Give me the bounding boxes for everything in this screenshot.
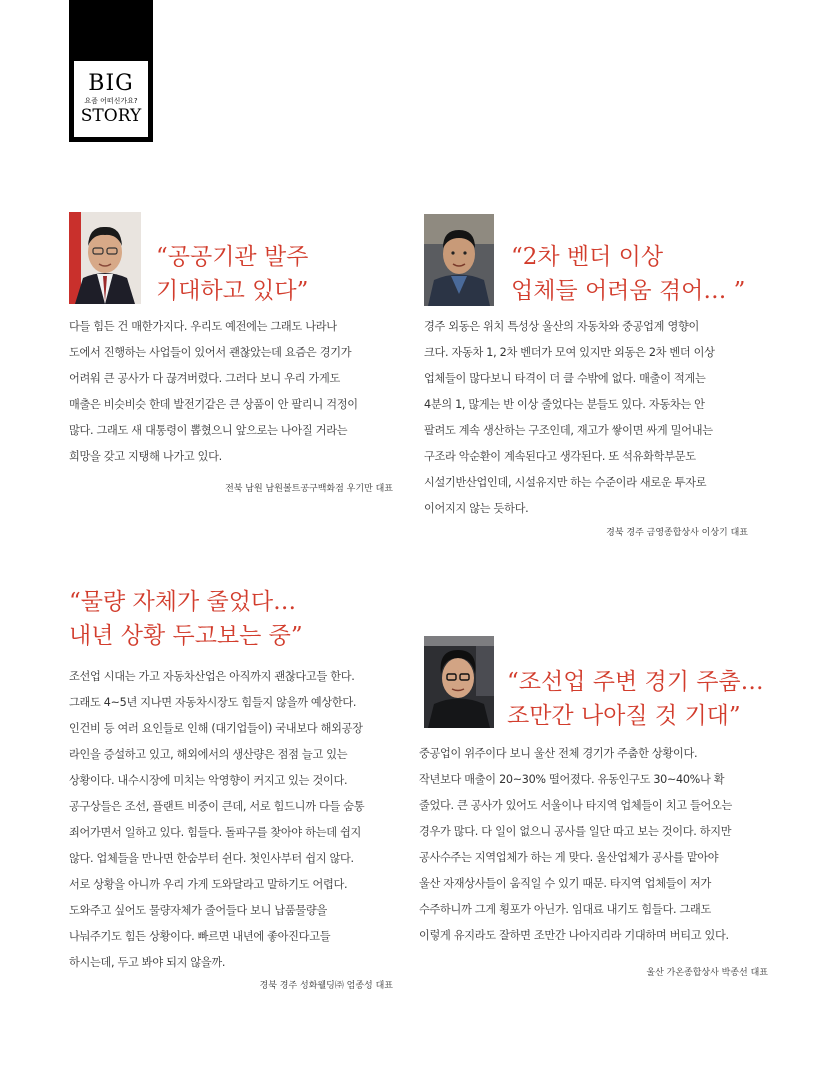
article-3-body [69, 664, 364, 976]
article-2-quote [511, 240, 745, 308]
article-4-quote-line: “조선업 주변 경기 주춤… [507, 669, 764, 695]
body-line: 도에서 진행하는 사업들이 있어서 괜찮았는데 요즘은 경기가 [69, 346, 352, 359]
body-line: 팔려도 계속 생산하는 구조인데, 재고가 쌓이면 싸게 밀어내는 [424, 424, 713, 437]
body-line: 업체들이 많다보니 타격이 더 클 수밖에 없다. 매출이 적게는 [424, 372, 706, 385]
article-2-body [424, 314, 715, 522]
article-3-quote [69, 585, 303, 653]
body-line: 다들 힘든 건 매한가지다. 우리도 예전에는 그래도 나라나 [69, 320, 337, 333]
portrait-man-suit-icon [69, 212, 141, 304]
body-line: 어려워 큰 공사가 다 끊겨버렸다. 그러다 보니 우리 가게도 [69, 372, 340, 385]
body-line: 상황이다. 내수시장에 미치는 악영향이 커지고 있는 것이다. [69, 774, 348, 787]
body-line: 중공업이 위주이다 보니 울산 전체 경기가 주춤한 상황이다. [419, 747, 698, 760]
badge-story-text: STORY [80, 106, 142, 126]
article-1-quote-line: “공공기관 발주 [156, 244, 309, 270]
article-4-body [419, 741, 732, 949]
article-4-credit: 울산 가온종합상사 박종선 대표 [646, 968, 768, 978]
body-line: 하시는데, 두고 봐야 되지 않을까. [69, 956, 226, 969]
article-1-body [69, 314, 358, 470]
body-line: 희망을 갖고 지탱해 나가고 있다. [69, 450, 222, 463]
big-story-badge [69, 56, 153, 142]
body-line: 않다. 업체들을 만나면 한숨부터 쉰다. 첫인사부터 쉽지 않다. [69, 852, 354, 865]
article-4-quote-line: 조만간 나아질 것 기대” [507, 703, 741, 729]
body-line: 서로 상황을 아니까 우리 가게 도와달라고 말하기도 어렵다. [69, 878, 348, 891]
article-1-quote [156, 240, 308, 308]
header-black-bar [69, 0, 153, 56]
badge-subtitle: 요즘 어떠신가요? [84, 97, 138, 105]
body-line: 시설기반산업인데, 시설유지만 하는 수준이라 새로운 투자로 [424, 476, 707, 489]
body-line: 4분의 1, 많게는 반 이상 줄었다는 분들도 있다. 자동차는 안 [424, 398, 705, 411]
body-line: 이렇게 유지라도 잘하면 조만간 나아지리라 기대하며 버티고 있다. [419, 929, 729, 942]
portrait-man-glasses-icon [424, 636, 494, 728]
body-line: 크다. 자동차 1, 2차 벤더가 모여 있지만 외동은 2차 벤더 이상 [424, 346, 715, 359]
body-line: 울산 자재상사들이 움직일 수 있기 때문. 타지역 업체들이 저가 [419, 877, 711, 890]
body-line: 경우가 많다. 다 일이 없으니 공사를 일단 따고 보는 것이다. 하지만 [419, 825, 732, 838]
body-line: 나눠주기도 힘든 상황이다. 빠르면 내년에 좋아진다고들 [69, 930, 331, 943]
body-line: 인건비 등 여러 요인들로 인해 (대기업들이) 국내보다 해외공장 [69, 722, 363, 735]
body-line: 도와주고 싶어도 물량자체가 줄어들다 보니 납품물량을 [69, 904, 327, 917]
body-line: 공사수주는 지역업체가 하는 게 맞다. 울산업체가 공사를 맡아야 [419, 851, 719, 864]
article-3-quote-line: “물량 자체가 줄었다… [69, 589, 297, 615]
body-line: 그래도 4~5년 지나면 자동차시장도 힘들지 않을까 예상한다. [69, 696, 357, 709]
body-line: 수주하니까 그게 횡포가 아닌가. 임대료 내기도 힘들다. 그래도 [419, 903, 711, 916]
article-1-credit: 전북 남원 남원볼트공구백화점 우기만 대표 [225, 484, 393, 494]
body-line: 줄었다. 큰 공사가 있어도 서울이나 타지역 업체들이 치고 들어오는 [419, 799, 732, 812]
body-line: 작년보다 매출이 20~30% 떨어졌다. 유동인구도 30~40%나 확 [419, 773, 725, 786]
body-line: 이어지지 않는 듯하다. [424, 502, 529, 515]
body-line: 죄어가면서 일하고 있다. 힘들다. 돌파구를 찾아야 하는데 쉽지 [69, 826, 361, 839]
article-2-quote-line: 업체들 어려움 겪어… ” [511, 278, 746, 304]
article-3-credit: 경북 경주 성화웰딩㈜ 엄종성 대표 [259, 981, 393, 991]
body-line: 많다. 그래도 새 대통령이 뽑혔으니 앞으로는 나아질 거라는 [69, 424, 348, 437]
article-3-quote-line: 내년 상황 두고보는 중” [69, 623, 303, 649]
article-2-quote-line: “2차 벤더 이상 [511, 244, 664, 270]
article-4-quote [507, 665, 764, 733]
portrait-man-jacket-icon [424, 214, 494, 306]
body-line: 조선업 시대는 가고 자동차산업은 아직까지 괜찮다고들 한다. [69, 670, 355, 683]
body-line: 구조라 악순환이 계속된다고 생각된다. 또 석유화학부문도 [424, 450, 696, 463]
body-line: 매출은 비슷비슷 한데 발전기같은 큰 상품이 안 팔리니 걱정이 [69, 398, 358, 411]
article-2-credit: 경북 경주 금영종합상사 이상기 대표 [606, 528, 748, 538]
badge-big-text: BIG [88, 71, 134, 96]
body-line: 경주 외동은 위치 특성상 울산의 자동차와 중공업계 영향이 [424, 320, 699, 333]
body-line: 라인을 증설하고 있고, 해외에서의 생산량은 점점 늘고 있는 [69, 748, 348, 761]
body-line: 공구상들은 조선, 플랜트 비중이 큰데, 서로 힘드니까 다들 숨통 [69, 800, 365, 813]
article-1-quote-line: 기대하고 있다” [156, 278, 309, 304]
